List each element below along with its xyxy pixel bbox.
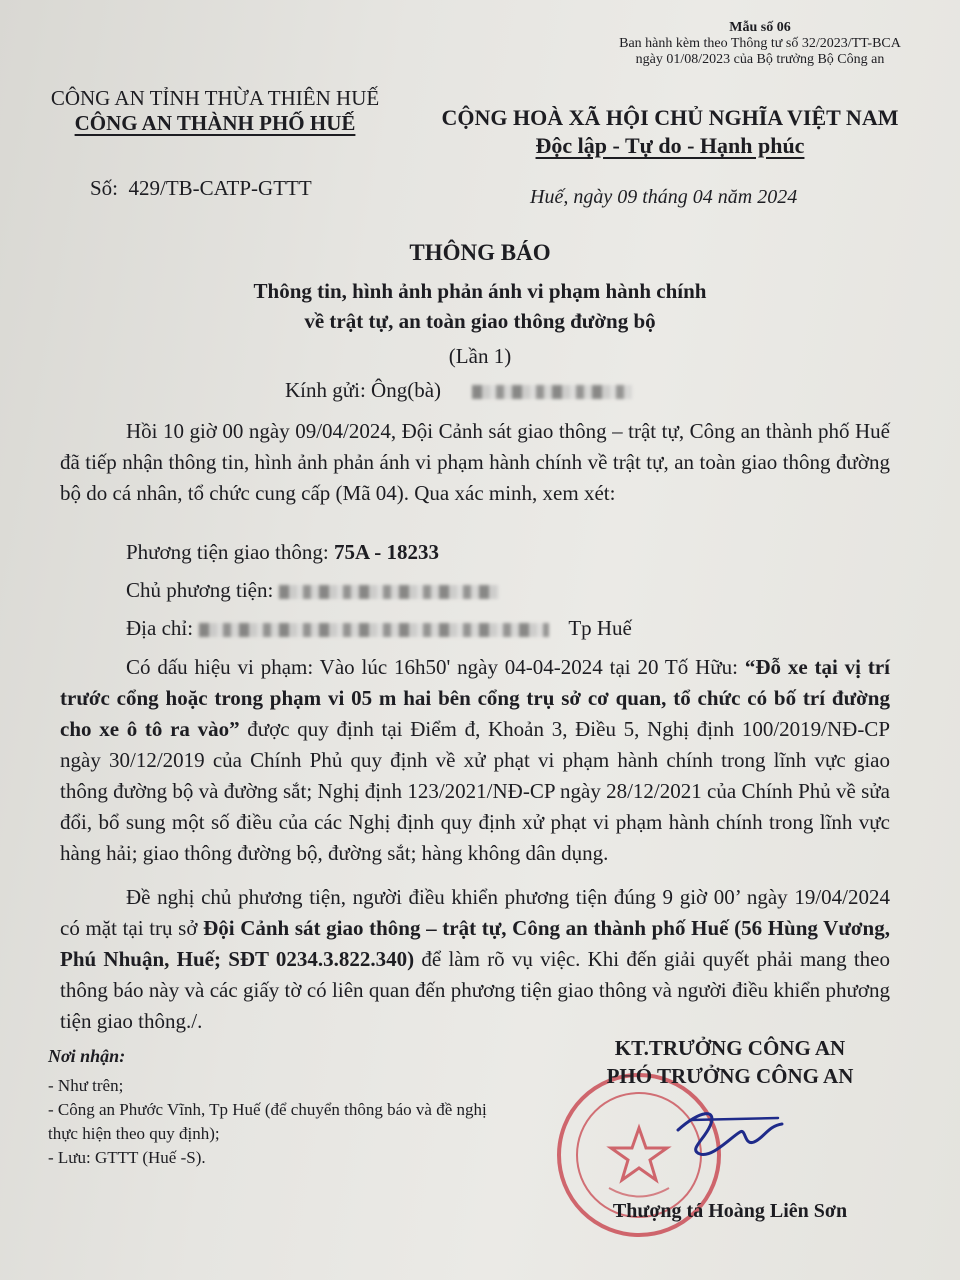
address-line: Địa chỉ: Tp Huế bbox=[126, 616, 632, 640]
request-location: Đội Cảnh sát giao thông – trật tự, Công an thành phố Huế (56 Hùng Vương, Phú Nhuận, Huế; SĐT 0234.3.822.340) bbox=[60, 916, 890, 971]
redacted-recipient-name bbox=[472, 385, 632, 399]
national-name: CỘNG HOÀ XÃ HỘI CHỦ NGHĨA VIỆT NAM bbox=[441, 105, 899, 130]
organization-name: CÔNG AN THÀNH PHỐ HUẾ bbox=[74, 111, 356, 135]
organization-parent: CÔNG AN TỈNH THỪA THIÊN HUẾ bbox=[50, 86, 380, 110]
issuing-organization bbox=[20, 86, 410, 136]
signatory-title: KT.TRƯỞNG CÔNG AN PHÓ TRƯỞNG CÔNG AN bbox=[606, 1036, 854, 1088]
handwritten-signature bbox=[670, 1090, 790, 1180]
form-issued-date: ngày 01/08/2023 của Bộ trưởng Bộ Công an bbox=[635, 52, 885, 67]
recipient-line bbox=[285, 378, 632, 403]
document-date: Huế, ngày 09 tháng 04 năm 2024 bbox=[530, 186, 798, 208]
address-city: Tp Huế bbox=[568, 616, 632, 640]
form-header bbox=[560, 20, 960, 68]
document-subtitle: Thông tin, hình ảnh phản ánh vi phạm hành chính về trật tự, an toàn giao thông đường bộ bbox=[253, 279, 707, 333]
redacted-address bbox=[199, 623, 549, 637]
violation-paragraph: Có dấu hiệu vi phạm: Vào lúc 16h50' ngày 04-04-2024 tại 20 Tố Hữu: “Đỗ xe tại vị trí trước cổng hoặc trong phạm vi 05 m hai bên cổng trụ sở cơ quan, tổ chức có bố trí đường cho xe ô tô ra vào” được quy định tại Điểm đ, Khoản 3, Điều 5, Nghị định 100/2019/NĐ-CP ngày 30/12/2019 của Chính Phủ quy định về xử phạt vi phạm hành chính trong lĩnh vực giao thông đường bộ và đường sắt; Nghị định 123/2021/NĐ-CP ngày 28/12/2021 của Chính Phủ về sửa đổi, bổ sung một số điều của các Nghị định quy định xử phạt vi phạm hành chính trong lĩnh vực hàng hải; giao thông đường bộ, đường sắt; hàng không dân dụng. bbox=[60, 655, 891, 865]
form-number: Mẫu số 06 bbox=[729, 20, 791, 35]
vehicle-plate: 75A - 18233 bbox=[333, 540, 439, 564]
signatory-name: Thượng tá Hoàng Liên Sơn bbox=[612, 1200, 848, 1222]
violation-description: “Đỗ xe tại vị trí trước cổng hoặc trong phạm vi 05 m hai bên cổng trụ sở cơ quan, tổ chức có bố trí đường cho xe ô tô ra vào” bbox=[60, 655, 891, 741]
redacted-owner-name bbox=[279, 585, 499, 599]
vehicle-line: Phương tiện giao thông: 75A - 18233 bbox=[126, 540, 439, 564]
notice-count: (Lần 1) bbox=[448, 344, 512, 368]
document-title: THÔNG BÁO bbox=[409, 240, 551, 265]
recipient-item: - Lưu: GTTT (Huế -S). bbox=[48, 1148, 206, 1167]
recipient-item: - Như trên; bbox=[48, 1076, 124, 1095]
recipient-label: Kính gửi: Ông(bà) bbox=[285, 378, 442, 402]
request-paragraph: Đề nghị chủ phương tiện, người điều khiển phương tiện đúng 9 giờ 00’ ngày 19/04/2024 có mặt tại trụ sở Đội Cảnh sát giao thông – trật tự, Công an thành phố Huế (56 Hùng Vương, Phú Nhuận, Huế; SĐT 0234.3.822.340) để làm rõ vụ việc. Khi đến giải quyết phải mang theo thông báo này và các giấy tờ có liên quan đến phương tiện giao thông và người điều khiển phương tiện giao thông./. bbox=[60, 885, 891, 1033]
document-number: Số: 429/TB-CATP-GTTT bbox=[90, 176, 312, 200]
national-title bbox=[420, 104, 920, 160]
owner-line: Chủ phương tiện: bbox=[126, 578, 499, 603]
document-number-value: 429/TB-CATP-GTTT bbox=[128, 176, 312, 200]
recipient-item: - Công an Phước Vĩnh, Tp Huế (để chuyển thông báo và đề nghị thực hiện theo quy định); bbox=[48, 1100, 487, 1143]
national-motto: Độc lập - Tự do - Hạnh phúc bbox=[535, 133, 805, 158]
recipients-list bbox=[48, 1074, 508, 1170]
recipients-heading: Nơi nhận: bbox=[48, 1046, 126, 1066]
form-issued-by: Ban hành kèm theo Thông tư số 32/2023/TT-BCA bbox=[619, 36, 901, 51]
intro-paragraph: Hồi 10 giờ 00 ngày 09/04/2024, Đội Cảnh sát giao thông – trật tự, Công an thành phố Huế đã tiếp nhận thông tin, hình ảnh phản ánh vi phạm hành chính về trật tự, an toàn giao thông đường bộ do cá nhân, tổ chức cung cấp (Mã 04). Qua xác minh, xem xét: bbox=[60, 419, 890, 505]
